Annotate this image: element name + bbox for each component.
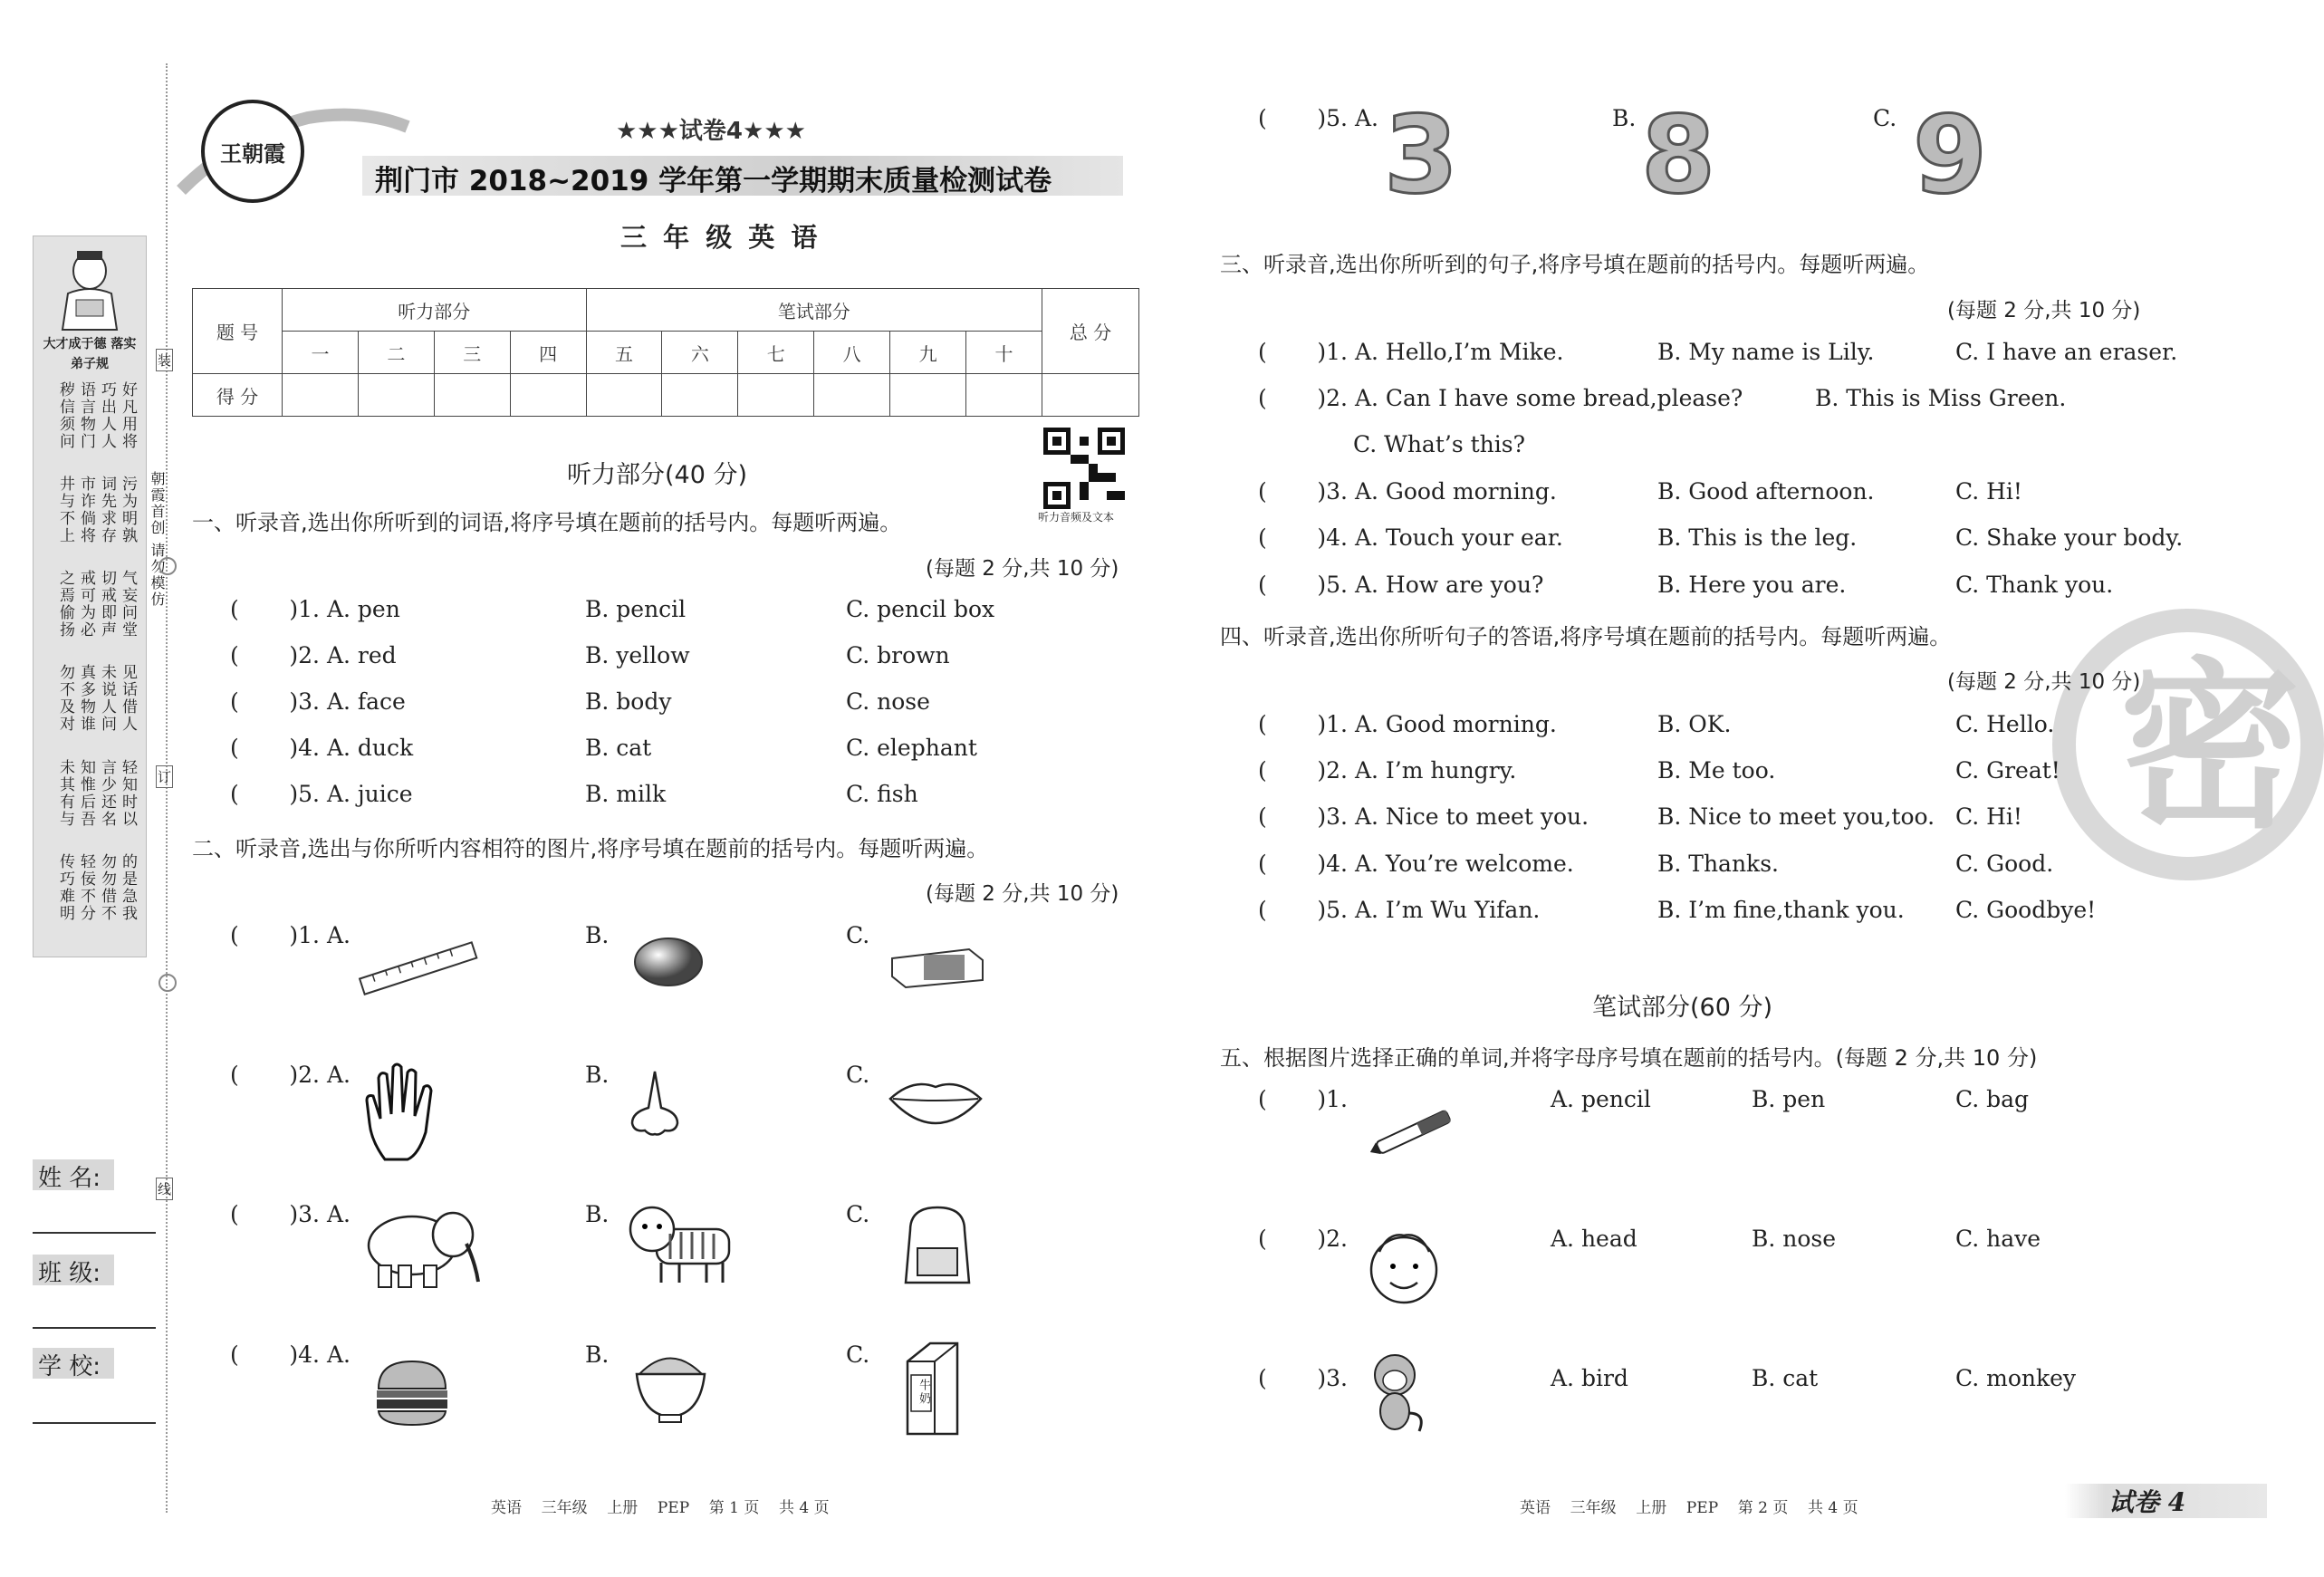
- option-c: C. Hi!: [1955, 803, 2022, 830]
- dizigui-col: 言少还名: [98, 758, 116, 828]
- option-a: )3. A.: [289, 1201, 351, 1227]
- class-field[interactable]: [33, 1327, 156, 1329]
- score-table: [192, 288, 1139, 417]
- writing-header: 笔试部分: [586, 289, 1042, 332]
- answer-paren[interactable]: (: [1258, 803, 1318, 830]
- milk-carton-picture: [898, 1339, 966, 1438]
- dizigui-col: 气妄问堂: [119, 570, 137, 639]
- answer-paren[interactable]: (: [1258, 1086, 1318, 1112]
- col-label: 四: [510, 332, 586, 374]
- question-number: )3.: [1317, 1365, 1348, 1391]
- option-b: B. Me too.: [1657, 757, 1776, 784]
- question-row: [230, 688, 1136, 715]
- col-label: 三: [434, 332, 510, 374]
- option-a: A. pencil: [1551, 1086, 1651, 1112]
- digit-nine-picture: 9: [1913, 92, 1988, 217]
- dashed-fold-line: [166, 63, 168, 1513]
- class-label: 班 级:: [38, 1260, 101, 1287]
- option-a: )4. A. Touch your ear.: [1317, 524, 1563, 551]
- option-a: )3. A. Good morning.: [1317, 478, 1557, 505]
- subject-title: 三 年 级 英 语: [620, 222, 821, 253]
- answer-paren[interactable]: (: [1258, 711, 1318, 737]
- qr-code-icon[interactable]: [1043, 428, 1125, 509]
- option-a: A. head: [1551, 1226, 1637, 1252]
- tiger-picture: [625, 1197, 738, 1288]
- answer-paren[interactable]: (: [1258, 478, 1318, 505]
- option-a: )5. A. I’m Wu Yifan.: [1317, 897, 1541, 923]
- question-number: )1.: [1317, 1086, 1348, 1112]
- answer-paren[interactable]: (: [230, 735, 290, 761]
- option-a: )2. A. I’m hungry.: [1317, 757, 1517, 784]
- total-header: 总 分: [1042, 289, 1139, 374]
- answer-paren[interactable]: (: [230, 781, 290, 807]
- answer-paren[interactable]: (: [230, 596, 290, 622]
- col-label: 七: [738, 332, 814, 374]
- ring-icon: [158, 557, 177, 575]
- option-c: C. brown: [846, 642, 950, 668]
- option-c: C. Hi!: [1955, 478, 2022, 505]
- monkey-picture: [1363, 1350, 1431, 1440]
- dizigui-col: 秽信须问: [56, 381, 74, 450]
- mouth-picture: [886, 1073, 985, 1128]
- question-row: [230, 642, 1136, 668]
- motto-panel: [33, 236, 147, 957]
- sec3-score: (每题 2 分,共 10 分): [1947, 299, 2141, 322]
- exam-badge: ★★★试卷4★★★: [616, 118, 806, 145]
- option-a: )4. A. You’re welcome.: [1317, 851, 1574, 877]
- option-a: )4. A. duck: [289, 735, 414, 761]
- question-row: [1258, 757, 2218, 784]
- option-c: C. Goodbye!: [1955, 897, 2097, 923]
- option-b: B.: [585, 1341, 610, 1368]
- sec2-score: (每题 2 分,共 10 分): [926, 882, 1119, 906]
- sec1-title: 一、听录音,选出你所听到的词语,将序号填在题前的括号内。每题听两遍。: [192, 510, 902, 535]
- option-a: )1. A. pen: [289, 596, 400, 622]
- dizigui-col: 的是急我: [119, 852, 137, 922]
- watermark-seal: [2052, 609, 2324, 880]
- seal-char: 线: [156, 1178, 173, 1200]
- option-a: )5. A. How are you?: [1317, 572, 1544, 598]
- eraser-block-picture: [888, 942, 987, 992]
- question-row: [1258, 339, 2218, 365]
- score-cell[interactable]: [890, 374, 966, 417]
- name-label: 姓 名:: [38, 1165, 101, 1192]
- dizigui-columns: [46, 381, 137, 947]
- brand-logo: [201, 100, 304, 203]
- dizigui-col: 轻知时以: [119, 758, 137, 828]
- option-c: C. Thank you.: [1955, 572, 2114, 598]
- ruler-picture: [355, 938, 482, 1001]
- question-row: [1258, 572, 2218, 598]
- option-b: B. cat: [585, 735, 652, 761]
- sec4-score: (每题 2 分,共 10 分): [1947, 670, 2141, 694]
- option-a: )1. A. Hello,I’m Mike.: [1317, 339, 1564, 365]
- col-label: 九: [890, 332, 966, 374]
- dizigui-col: 见话借人: [119, 664, 137, 734]
- question-row: [1258, 478, 2218, 505]
- answer-paren[interactable]: (: [1258, 524, 1318, 551]
- sec2-title: 二、听录音,选出与你所听内容相符的图片,将序号填在题前的括号内。每题听两遍。: [192, 836, 989, 861]
- option-b: B. yellow: [585, 642, 690, 668]
- header: [181, 91, 1141, 253]
- question-row: [1258, 851, 2218, 877]
- option-c: C. nose: [846, 688, 930, 715]
- score-cell[interactable]: [434, 374, 510, 417]
- sec1-score: (每题 2 分,共 10 分): [926, 557, 1119, 581]
- option-c: C.: [846, 1341, 870, 1368]
- score-cell[interactable]: [662, 374, 738, 417]
- option-c: C.: [846, 922, 870, 948]
- writing-title: 笔试部分(60 分): [1592, 994, 1773, 1022]
- dizigui-col: 巧出人人: [98, 381, 116, 450]
- backpack-picture: [892, 1203, 983, 1289]
- footer-tag: 试卷 4: [2108, 1487, 2186, 1517]
- option-b: B. OK.: [1657, 711, 1732, 737]
- face-picture: [1361, 1225, 1447, 1311]
- option-a: )4. A.: [289, 1341, 351, 1368]
- option-b: B. Here you are.: [1657, 572, 1847, 598]
- dizigui-col: 井与不上: [56, 476, 74, 545]
- option-c: C. Great!: [1955, 757, 2060, 784]
- answer-paren[interactable]: (: [1258, 1226, 1318, 1252]
- binding-margin: [0, 0, 181, 1577]
- side-note: 朝霞首创 请勿模仿: [149, 471, 166, 609]
- listening-title: 听力部分(40 分): [567, 461, 748, 489]
- score-cell[interactable]: [510, 374, 586, 417]
- footer-left: 英语 三年级 上册 PEP 第 1 页 共 4 页: [491, 1499, 830, 1517]
- option-a: A. bird: [1551, 1365, 1628, 1391]
- dizigui-col: 知惟后吾: [77, 758, 95, 828]
- question-row: [1258, 711, 2218, 737]
- option-b: B. pen: [1752, 1086, 1826, 1112]
- option-c: C.: [846, 1062, 870, 1088]
- answer-paren[interactable]: (: [230, 642, 290, 668]
- score-cell[interactable]: [586, 374, 662, 417]
- dizigui-col: 勿勿借不: [98, 852, 116, 922]
- dizigui-col: 勿不及对: [56, 664, 74, 734]
- option-c: C. elephant: [846, 735, 977, 761]
- option-a: )1. A. Good morning.: [1317, 711, 1557, 737]
- name-field[interactable]: [33, 1232, 156, 1234]
- dizigui-col: 未其有与: [56, 758, 74, 828]
- dizigui-col: 之焉偷扬: [56, 570, 74, 639]
- col-label: 二: [358, 332, 434, 374]
- dizigui-col: 切戒即声: [98, 570, 116, 639]
- row-label: 题 号: [193, 289, 283, 374]
- option-c: C. Good.: [1955, 851, 2054, 877]
- question-row: [230, 781, 1136, 807]
- option-c: C. Shake your body.: [1955, 524, 2184, 551]
- dizigui-col: 传巧难明: [56, 852, 74, 922]
- score-cell[interactable]: [1042, 374, 1139, 417]
- option-a: )3. A. Nice to meet you.: [1317, 803, 1589, 830]
- sec5-title: 五、根据图片选择正确的单词,并将字母序号填在题前的括号内。(每题 2 分,共 10 分): [1220, 1045, 2038, 1071]
- option-a: )2. A. Can I have some bread,please?: [1317, 385, 1743, 411]
- milk-carton-label: 牛奶: [917, 1379, 930, 1406]
- col-label: 八: [814, 332, 890, 374]
- sec3-title: 三、听录音,选出你所听到的句子,将序号填在题前的括号内。每题听两遍。: [1220, 252, 1930, 277]
- option-b: B. cat: [1752, 1365, 1819, 1391]
- answer-paren[interactable]: (: [230, 688, 290, 715]
- dizigui-col: 轻佞不分: [77, 852, 95, 922]
- exam-title: 荆门市 2018~2019 学年第一学期期末质量检测试卷: [375, 165, 1052, 197]
- school-field[interactable]: [33, 1422, 156, 1424]
- rice-bowl-picture: [632, 1342, 709, 1428]
- option-b: B. Thanks.: [1657, 851, 1779, 877]
- option-c: C. I have an eraser.: [1955, 339, 2178, 365]
- dizigui-col: 词先求存: [98, 476, 116, 545]
- option-b: B. milk: [585, 781, 667, 807]
- score-cell[interactable]: [358, 374, 434, 417]
- option-a: )5. A.: [1317, 105, 1378, 131]
- option-b: B. This is Miss Green.: [1815, 385, 2067, 411]
- question-row-continued: [1353, 431, 1525, 457]
- dizigui-col: 污为明孰: [119, 476, 137, 545]
- sec4-title: 四、听录音,选出你所听句子的答语,将序号填在题前的括号内。每题听两遍。: [1220, 624, 1952, 649]
- option-b: B. Good afternoon.: [1657, 478, 1875, 505]
- option-c: C. have: [1955, 1226, 2041, 1252]
- col-label: 十: [966, 332, 1042, 374]
- option-c: C. bag: [1955, 1086, 2030, 1112]
- option-a: )2. A. red: [289, 642, 397, 668]
- col-label: 六: [662, 332, 738, 374]
- col-label: 一: [283, 332, 359, 374]
- digit-three-picture: 3: [1384, 92, 1459, 217]
- eraser-oval-picture: [632, 935, 705, 989]
- answer-paren[interactable]: (: [230, 1341, 290, 1368]
- dizigui-col: 好凡用将: [119, 381, 137, 450]
- logo-text: 王朝霞: [220, 139, 285, 167]
- score-cell[interactable]: [283, 374, 359, 417]
- option-a: )2. A.: [289, 1062, 351, 1088]
- option-c: C. fish: [846, 781, 918, 807]
- answer-paren[interactable]: (: [230, 1201, 290, 1227]
- option-b: B. This is the leg.: [1657, 524, 1858, 551]
- option-b: B. My name is Lily.: [1657, 339, 1875, 365]
- answer-paren[interactable]: (: [1258, 897, 1318, 923]
- pen-picture: [1366, 1101, 1461, 1164]
- option-b: B.: [585, 1062, 610, 1088]
- answer-paren[interactable]: (: [1258, 757, 1318, 784]
- option-b: B.: [1612, 105, 1637, 131]
- score-cell[interactable]: [738, 374, 814, 417]
- answer-paren[interactable]: (: [1258, 572, 1318, 598]
- option-b: B. Nice to meet you,too.: [1657, 803, 1935, 830]
- question-row: [1258, 897, 2218, 923]
- score-cell[interactable]: [814, 374, 890, 417]
- option-c: C. pencil box: [846, 596, 995, 622]
- digit-eight-picture: 8: [1641, 92, 1716, 217]
- option-b: B. body: [585, 688, 672, 715]
- option-b: B.: [585, 922, 610, 948]
- seal-char: 订: [156, 765, 173, 788]
- footer-right: 英语 三年级 上册 PEP 第 2 页 共 4 页: [1520, 1499, 1858, 1517]
- school-label: 学 校:: [38, 1353, 101, 1380]
- motto-text: 大才成于德 落实弟子规: [43, 337, 137, 371]
- row-label: 得 分: [193, 374, 283, 417]
- question-row: [1258, 385, 2218, 411]
- option-a: )1. A.: [289, 922, 351, 948]
- watermark-char: 密: [2119, 642, 2301, 853]
- question-row: [230, 596, 1136, 622]
- qr-caption: 听力音频及文本: [1038, 511, 1115, 524]
- answer-paren[interactable]: (: [1258, 385, 1318, 411]
- nose-picture: [623, 1067, 687, 1139]
- scholar-illustration: [53, 244, 126, 334]
- score-cell[interactable]: [966, 374, 1042, 417]
- elephant-picture: [362, 1200, 485, 1291]
- question-number: )2.: [1317, 1226, 1348, 1252]
- question-row: [1258, 524, 2218, 551]
- dizigui-col: 戒可为必: [77, 570, 95, 639]
- option-b: B. I’m fine,thank you.: [1657, 897, 1905, 923]
- answer-paren[interactable]: (: [230, 1062, 290, 1088]
- answer-paren[interactable]: (: [1258, 339, 1318, 365]
- option-c: C.: [1873, 105, 1897, 131]
- option-c: C. Hello.: [1955, 711, 2055, 737]
- option-c: C.: [846, 1201, 870, 1227]
- option-a: )5. A. juice: [289, 781, 413, 807]
- dizigui-col: 市诈倘将: [77, 476, 95, 545]
- seal-char: 装: [156, 349, 173, 371]
- answer-paren[interactable]: (: [1258, 851, 1318, 877]
- option-b: B. nose: [1752, 1226, 1837, 1252]
- option-c: C. monkey: [1955, 1365, 2077, 1391]
- dizigui-col: 语言物门: [77, 381, 95, 450]
- hand-picture: [362, 1060, 444, 1164]
- ring-icon: [158, 974, 177, 992]
- listening-header: 听力部分: [283, 289, 587, 332]
- answer-paren[interactable]: (: [1258, 105, 1318, 131]
- dizigui-col: 真多物谁: [77, 664, 95, 734]
- option-a: )3. A. face: [289, 688, 406, 715]
- question-row: [1258, 803, 2218, 830]
- answer-paren[interactable]: (: [1258, 1365, 1318, 1391]
- option-b: B. pencil: [585, 596, 687, 622]
- hamburger-picture: [371, 1357, 453, 1429]
- col-label: 五: [586, 332, 662, 374]
- question-row: [230, 735, 1136, 761]
- answer-paren[interactable]: (: [230, 922, 290, 948]
- dizigui-col: 未说人问: [98, 664, 116, 734]
- option-b: B.: [585, 1201, 610, 1227]
- option-c: C. What’s this?: [1353, 431, 1525, 457]
